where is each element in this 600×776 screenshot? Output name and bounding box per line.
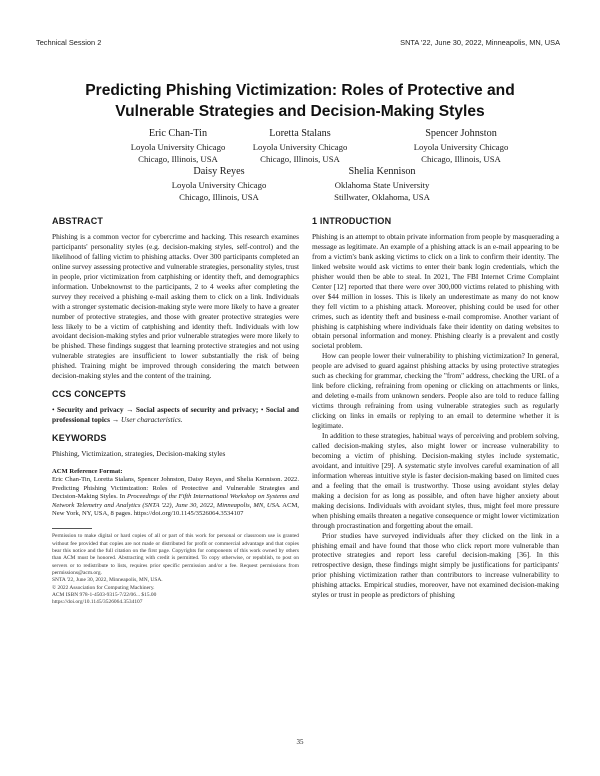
author-affiliation: Oklahoma State University [334,180,430,190]
title-line-1: Predicting Phishing Victimization: Roles of Protective and [85,82,515,99]
ccs-concepts [52,405,299,425]
intro-paragraph-1: Phishing is an attempt to obtain private information from people by masquerading a message as legitimate. An example of a phishing attack is an e-mail appearing to be from a victim's bank asking victims to click on a link to confirm their identity. The linked website would ask victims to enter their bank login credentials, which the phisher would then be able to steal. In 2021, The FBI Internet Crime Complaint Center [12] reported that there were over 300,000 victims related to phishing with over $44 million in losses. This is likely an underestimate as many do not know they fell victim to a phishing attack. Moreover, phishing could be used for other crimes, such as identity theft and business e-mail compromise. Another variant of phishing is catphishing where individuals fake their identity on dating websites to obtain personal information and money. Phishing clearly is a prevalent and costly societal problem. [312,231,559,351]
ccs-bullet: • [52,405,58,415]
keywords-text: Phishing, Victimization, strategies, Decision-making styles [52,449,226,459]
author-location: Chicago, Illinois, USA [138,154,218,164]
ccs-arrow: → [123,405,136,415]
isbn-line: ACM ISBN 978-1-4503-9315-7/22/06... $15.00 [52,591,157,598]
title-line-2: Vulnerable Strategies and Decision-Making Styles [115,103,485,120]
acm-ref-doi: ACM, New York, NY, USA, 8 pages. https://doi.org/10.1145/3526064.3534107 [52,501,299,518]
intro-paragraph-3: In addition to these strategies, habitual ways of perceiving and problem solving, called decision-making styles, also might lower or increase vulnerability to becoming a victim of phishing. Decision-making styles include systematic, avoidant, and intuitive [29]. A systematic style involves careful examination of all information whereas intuitive style is faster decision-making based on limited cues and a feeling that the email is trustworthy. Those using avoidant styles delay making a decision for as long as possible, and often have higher anxiety about making decisions. Individuals with avoidant styles, thus, might feel more pressure when phishing emails threaten a negative consequence or might lower victimization through procrastination and forgetting about the email. [312,431,559,530]
acm-ref-label: ACM Reference Format: [52,468,123,476]
author-affiliation: Loyola University Chicago [171,180,267,190]
doi-link[interactable]: https://doi.org/10.1145/3526064.3534107 [52,599,143,606]
ccs-item1-bold: Security and privacy [57,405,124,415]
author-location: Chicago, Illinois, USA [179,192,259,202]
footnote-rule [52,528,92,529]
abstract-text: Phishing is a common vector for cybercrime and hacking. This research examines participants' personality styles (e.g. decision-making styles, self-control) and the likelihood of falling victim to phishing attacks. Over 300 participants completed an online survey assessing protective and vulnerable strategies, personality styles, trust in people, prior victimization from catphishing or identity theft, and demographics information. Unbeknownst to the participants, 2 to 4 weeks after completing the survey they received a phishing e-mail asking them to click on a link. Individuals with a stronger systematic decision-making style were more likely to have a greater number of protective strategies, and those with greater protective strategies were less likely to be a victim of catphishing and identity theft. Individuals with low avoidant decision-making styles and prior vulnerable strategies were more likely to be phished. These findings suggest that learning protective strategies and not using vulnerable strategies are insufficient to lower substantially the risk of being phished. Training might be improved through considering the match between decision-making styles and the content of the training. [52,231,299,381]
author-affiliation: Loyola University Chicago [130,142,226,152]
acm-ref-venue: Proceedings of the Fifth International Workshop on Systems and Network Telemetry and Analytics (SNTA '22), June 30, 2022, Minneapolis, MN, USA. [52,493,300,509]
author-name: Spencer Johnston [425,128,497,139]
intro-paragraph-2: How can people lower their vulnerability to phishing victimization? In general, people are advised to guard against phishing attacks by using protective strategies such as checking for grammar, checking the "from" address, checking the URL of a link before clicking, refraining from opening or clicking on attachments or links, and deleting e-mails from unknown senders. People also are told to reduce falling victims through refraining from using vulnerable strategies such as regularly clicking on links in emails or replying to an email to determine whether it is legitimate. [312,351,559,431]
author-location: Stillwater, Oklahoma, USA [334,192,430,202]
author-name: Eric Chan-Tin [148,128,208,139]
author-block [297,165,467,203]
introduction-heading: 1 INTRODUCTION [312,216,392,226]
author-name: Shelia Kennison [348,166,416,177]
page-number: 35 [296,738,304,746]
author-block [134,165,304,203]
abstract-heading: ABSTRACT [52,216,104,226]
venue-line: SNTA '22, June 30, 2022, Minneapolis, MN, USA. [52,577,163,584]
permission-notice: Permission to make digital or hard copies of all or part of this work for personal or classroom use is granted without fee provided that copies are not made or distributed for profit or commercial advantage and that copies bear this notice and the full citation on the first page. Copyrights for components of this work owned by others than ACM must be honored. Abstracting with credit is permitted. To copy otherwise, or republish, to post on servers or to redistribute to lists, requires prior specific permission and/or a fee. Request permissions from permissions@acm.org. [52,533,299,576]
ccs-heading: CCS CONCEPTS [52,389,126,400]
intro-paragraph-4: Prior studies have surveyed individuals after they clicked on the link in a phishing email and have found that those who click report more vulnerable than protective strategies and report less careful decision-making [36]. In this retrospective design, these findings might simply be justifications for participants' prior phishing victimization rather than contributors to increase vulnerability to phishing attacks. Empirical studies, moreover, have not examined decision-making styles or trust in people as predictors of phishing [312,530,559,600]
ccs-item2-bold: Social and professional topics [52,405,299,425]
copyright-line: © 2022 Association for Computing Machinery. [52,584,155,591]
acm-reference [52,476,299,518]
ccs-item1-rest: Social aspects of security and privacy; [135,405,259,415]
acm-ref-text: Eric Chan-Tin, Loretta Stalans, Spencer Johnston, Daisy Reyes, and Shelia Kennison. 2022. Predicting Phishing Victimization: Roles of Protective and Vulnerable Strategies and Decision-Making Styles. In [52,476,299,501]
paper-title [40,80,560,122]
running-header-left: Technical Session 2 [36,38,102,47]
ccs-bullet: • [260,405,266,415]
author-block [215,127,385,165]
keywords-heading: KEYWORDS [52,433,107,444]
running-header-right: SNTA '22, June 30, 2022, Minneapolis, MN, USA [400,38,560,47]
author-block [376,127,546,165]
author-affiliation: Loyola University Chicago [252,142,348,152]
author-location: Chicago, Illinois, USA [421,154,501,164]
author-location: Chicago, Illinois, USA [260,154,340,164]
author-name: Daisy Reyes [193,166,245,177]
ccs-arrow: → [110,415,122,425]
left-column [52,217,299,606]
ccs-item2-rest: User characteristics. [121,415,183,425]
author-affiliation: Loyola University Chicago [413,142,509,152]
author-name: Loretta Stalans [269,128,331,139]
right-column [312,217,559,600]
